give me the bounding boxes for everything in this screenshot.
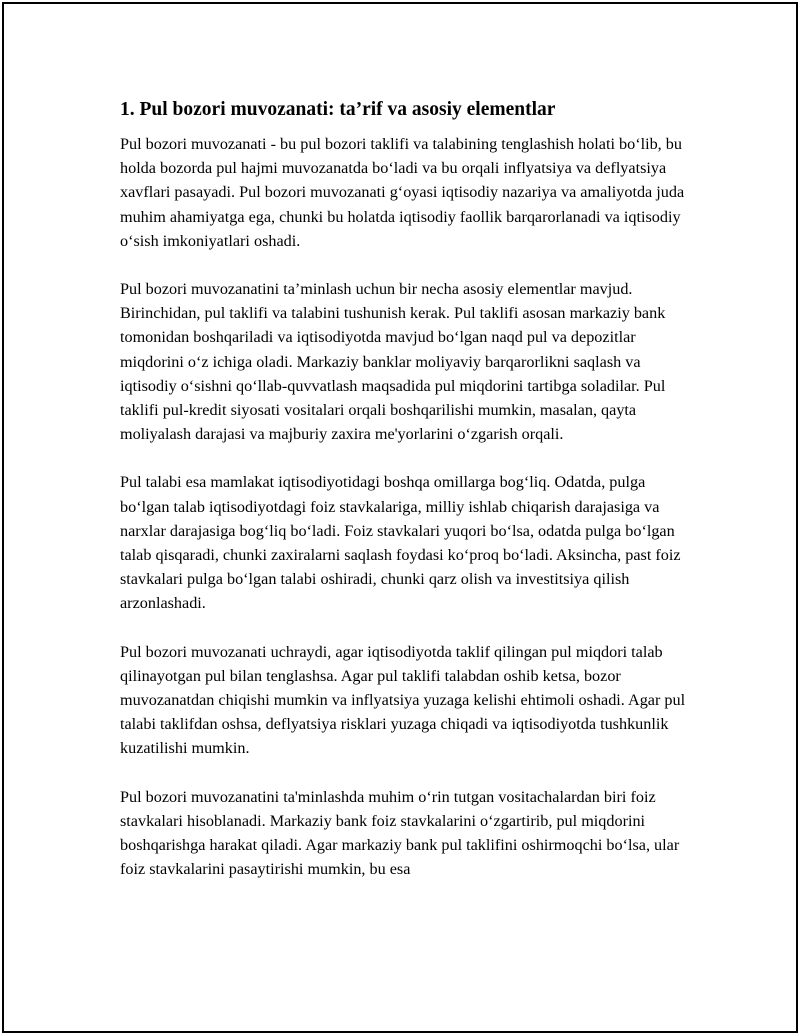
section-heading: 1. Pul bozori muvozanati: ta’rif va asosiy elementlar [120,99,556,120]
document-body [120,98,690,905]
paragraph-2: Pul bozori muvozanatini ta’minlash uchun bir necha asosiy elementlar mavjud. Birinchidan, pul taklifi va talabini tushunish kerak. Pul taklifi asosan markaziy bank tomonidan boshqariladi va iqtisodiyotda mavjud bo‘lgan naqd pul va depozitlar miqdorini o‘z ichiga oladi. Markaziy banklar moliyaviy barqarorlikni saqlash va iqtisodiy o‘sishni qo‘llab-quvvatlash maqsadida pul miqdorini tartibga soladilar. Pul taklifi pul-kredit siyosati vositalari orqali boshqarilishi mumkin, masalan, qayta moliyalash darajasi va majburiy zaxira me'yorlarini o‘zgarish orqali. [120,280,666,444]
document-page [2,2,798,1033]
paragraph-1: Pul bozori muvozanati - bu pul bozori taklifi va talabining tenglashish holati bo‘lib, bu holda bozorda pul hajmi muvozanatda bo‘ladi va bu orqali inflyatsiya va deflyatsiya xavflari pasayadi. Pul bozori muvozanati g‘oyasi iqtisodiy nazariya va amaliyotda juda muhim ahamiyatga ega, chunki bu holatda iqtisodiy faollik barqarorlanadi va iqtisodiy o‘sish imkoniyatlari oshadi. [120,135,685,250]
paragraph-5: Pul bozori muvozanatini ta'minlashda muhim o‘rin tutgan vositachalardan biri foiz stavkalari hisoblanadi. Markaziy bank foiz stavkalarini o‘zgartirib, pul miqdorini boshqarishga harakat qiladi. Agar markaziy bank pul taklifini oshirmoqchi bo‘lsa, ular foiz stavkalarini pasaytirishi mumkin, bu esa [120,787,680,879]
paragraph-4: Pul bozori muvozanati uchraydi, agar iqtisodiyotda taklif qilingan pul miqdori talab qilinayotgan pul bilan tenglashsa. Agar pul taklifi talabdan oshib ketsa, bozor muvozanatdan chiqishi mumkin va inflyatsiya yuzaga kelishi ehtimoli oshadi. Agar pul talabi taklifdan oshsa, deflyatsiya risklari yuzaga chiqadi va iqtisodiyotda tushkunlik kuzatilishi mumkin. [120,642,686,758]
paragraph-3: Pul talabi esa mamlakat iqtisodiyotidagi boshqa omillarga bog‘liq. Odatda, pulga bo‘lgan talab iqtisodiyotdagi foiz stavkalariga, milliy ishlab chiqarish darajasiga va narxlar darajasiga bog‘liq bo‘ladi. Foiz stavkalari yuqori bo‘lsa, odatda pulga bo‘lgan talab qisqaradi, chunki zaxiralarni saqlash foydasi ko‘proq bo‘ladi. Aksincha, past foiz stavkalari pulga bo‘lgan talabi oshiradi, chunki qarz olish va investitsiya qilish arzonlashadi. [120,473,681,613]
